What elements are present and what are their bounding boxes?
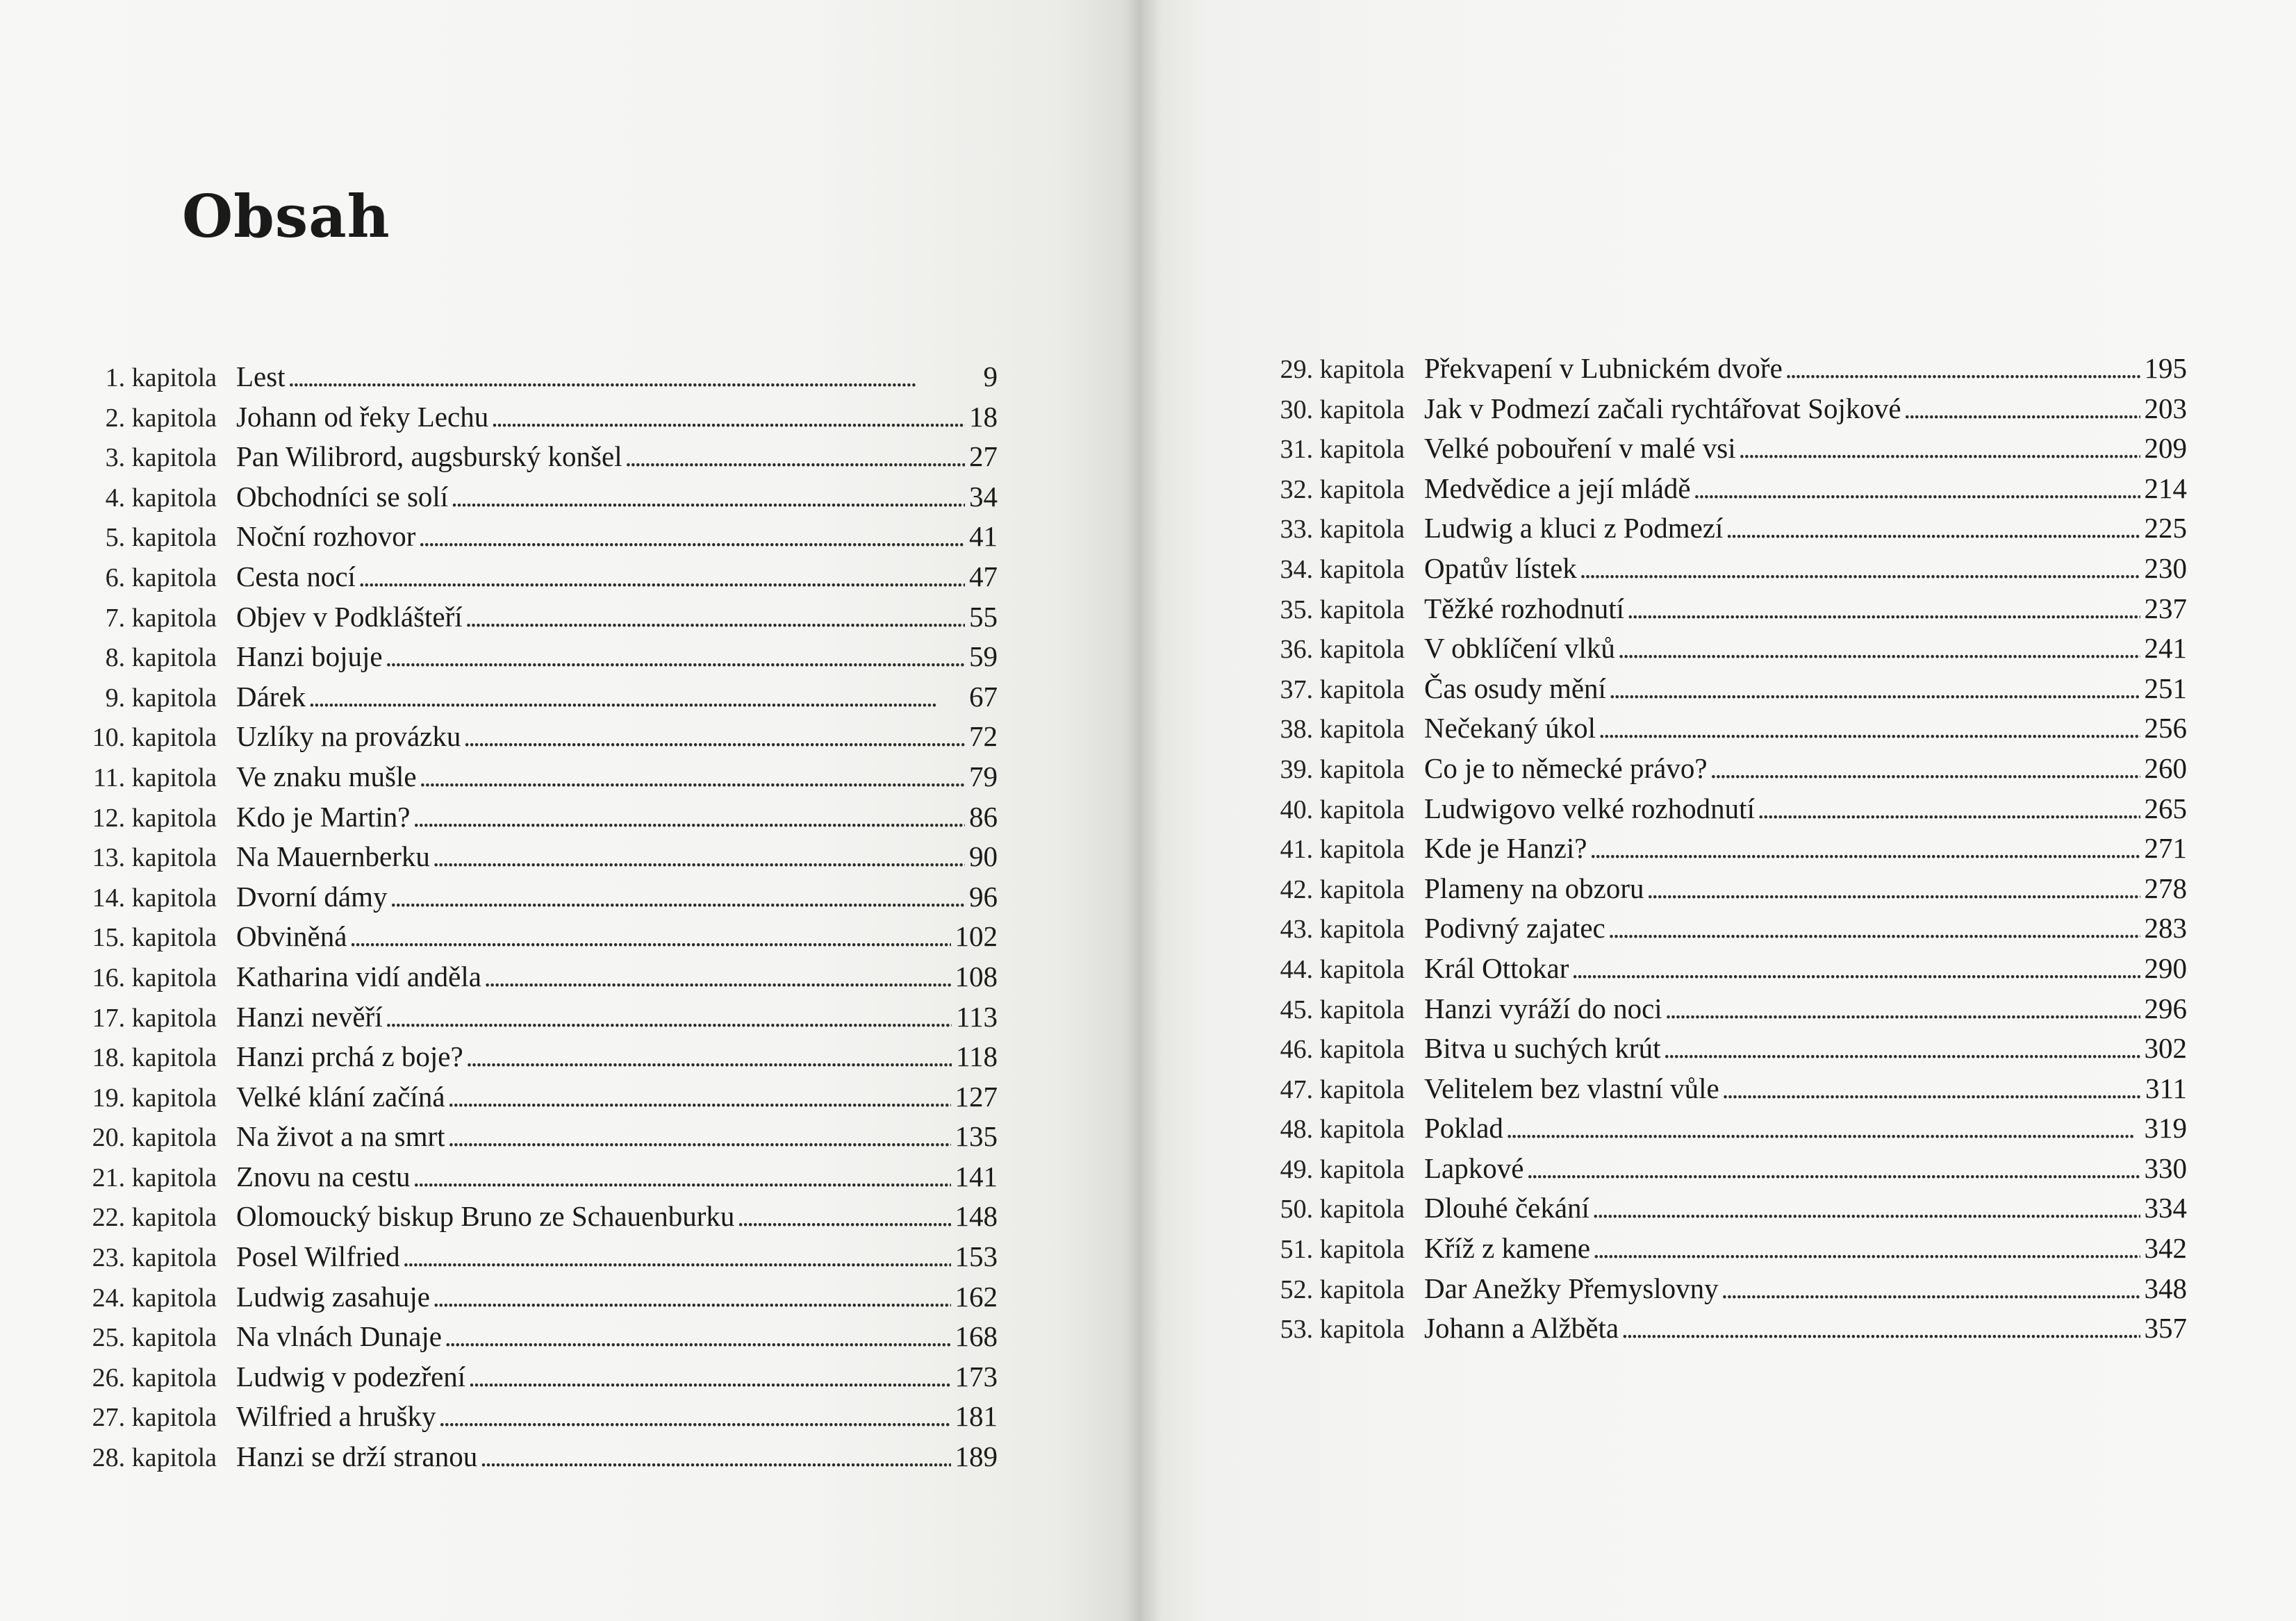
chapter-number: 43. kapitola [1280,915,1405,945]
dot-leader [308,679,965,719]
chapter-number: 38. kapitola [1280,715,1405,745]
chapter-number: 35. kapitola [1280,595,1405,624]
chapter-number: 3. kapitola [105,443,217,473]
chapter-title: Podivný zajatec [1424,912,1605,945]
toc-entry [1270,1108,2187,1149]
dot-leader [1739,430,2140,470]
chapter-number: 5. kapitola [105,523,217,553]
dot-leader [463,718,965,758]
dot-leader [433,1279,951,1319]
page-number: 34 [969,480,998,513]
chapter-title: Ludwig v podezření [236,1360,466,1393]
chapter-number: 25. kapitola [92,1323,217,1353]
chapter-title: Ludwig zasahuje [236,1280,430,1313]
toc-entry [1270,1188,2187,1229]
chapter-title: Dvorní dámy [236,880,388,913]
toc-entry [1270,749,2187,789]
page-title: Obsah [182,182,390,251]
dot-leader [1599,710,2140,750]
toc-entry [1270,429,2187,469]
toc-list-right [1270,349,2187,1349]
chapter-title: Těžké rozhodnutí [1424,592,1625,624]
toc-entry [1270,589,2187,629]
toc-entry [82,637,998,677]
dot-leader [1647,870,2140,911]
page-number: 311 [2145,1072,2187,1104]
chapter-title: Hanzi se drží stranou [236,1440,478,1473]
page-number: 283 [2144,912,2187,945]
page-number: 148 [955,1200,998,1233]
chapter-title: Jak v Podmezí začali rychtářovat Sojkové [1424,392,1901,424]
toc-entry [1270,1229,2187,1269]
dot-leader [349,918,950,958]
toc-entry [82,357,998,397]
dot-leader [1665,990,2140,1031]
toc-entry [1270,989,2187,1029]
toc-entry [82,677,998,717]
page-number: 237 [2144,592,2187,624]
chapter-title: Hanzi bojuje [236,640,383,673]
page-number: 168 [955,1320,998,1353]
toc-entry [1270,1029,2187,1069]
dot-leader [1627,590,2140,631]
chapter-title: Noční rozhovor [236,520,416,553]
chapter-title: Ludwig a kluci z Podmezí [1424,512,1724,545]
chapter-number: 21. kapitola [92,1163,217,1192]
page-number: 271 [2144,832,2187,865]
page-number: 230 [2144,551,2187,584]
chapter-title: Velké klání začíná [236,1080,445,1113]
dot-leader [418,518,965,558]
chapter-number: 34. kapitola [1280,554,1405,584]
toc-entry [82,1277,998,1317]
chapter-number: 6. kapitola [105,563,217,592]
toc-entry [1270,1069,2187,1109]
dot-leader [358,558,965,599]
chapter-title: Hanzi prchá z boje? [236,1040,463,1073]
chapter-title: Dárek [236,680,306,713]
toc-entry [82,557,998,597]
chapter-number: 39. kapitola [1280,754,1405,784]
chapter-number: 22. kapitola [92,1203,217,1233]
chapter-number: 7. kapitola [105,603,217,633]
toc-entry [1270,1149,2187,1189]
toc-entry [82,1117,998,1157]
chapter-title: Johann a Alžběta [1424,1312,1619,1345]
chapter-number: 50. kapitola [1280,1195,1405,1224]
chapter-title: Plameny na obzoru [1424,872,1644,904]
toc-entry [82,877,998,917]
dot-leader [466,1038,952,1079]
chapter-title: Na Mauernberku [236,840,430,873]
chapter-number: 8. kapitola [105,643,217,673]
chapter-title: Lapkové [1424,1152,1524,1184]
toc-entry [1270,349,2187,389]
page-number: 135 [955,1120,998,1153]
page-number: 181 [955,1400,998,1433]
chapter-number: 46. kapitola [1280,1035,1405,1065]
dot-leader [480,1438,950,1479]
toc-entry [82,477,998,517]
page-number: 153 [955,1240,998,1273]
page-number: 241 [2144,632,2187,665]
chapter-number: 47. kapitola [1280,1074,1405,1104]
chapter-number: 49. kapitola [1280,1154,1405,1184]
toc-entry [1270,829,2187,869]
toc-entry [82,397,998,438]
dot-leader [1571,950,2140,990]
chapter-number: 27. kapitola [92,1403,217,1433]
chapter-title: Poklad [1424,1112,1503,1145]
page-number: 319 [2144,1112,2187,1145]
page-number: 141 [955,1160,998,1192]
toc-entry [82,1037,998,1077]
dot-leader [1663,1030,2140,1070]
toc-entry [1270,869,2187,909]
chapter-number: 48. kapitola [1280,1115,1405,1145]
toc-entry [1270,708,2187,749]
chapter-number: 29. kapitola [1280,355,1405,384]
chapter-title: Dlouhé čekání [1424,1192,1589,1224]
dot-leader [1758,790,2140,831]
page-number: 47 [969,560,998,592]
dot-leader [625,438,965,479]
dot-leader [1609,670,2140,710]
page-number: 102 [955,920,998,953]
chapter-title: Čas osudy mění [1424,672,1606,704]
chapter-title: Ludwigovo velké rozhodnutí [1424,792,1755,824]
toc-entry [1270,1308,2187,1349]
chapter-title: Lest [236,360,286,392]
chapter-title: Dar Anežky Přemyslovny [1424,1272,1719,1304]
chapter-title: Katharina vidí anděla [236,960,481,992]
dot-leader [433,838,965,879]
dot-leader [413,1158,950,1199]
chapter-title: Bitva u suchých krút [1424,1032,1661,1065]
dot-leader [386,999,952,1039]
chapter-title: Pan Wilibrord, augsburský konšel [236,440,622,473]
chapter-title: Olomoucký biskup Bruno ze Schauenburku [236,1200,735,1233]
page-number: 108 [955,960,998,992]
page-number: 225 [2144,512,2187,545]
toc-entry [1270,549,2187,589]
toc-entry [82,997,998,1038]
page-number: 278 [2144,872,2187,904]
page-number: 265 [2144,792,2187,824]
chapter-title: Velké pobouření v malé vsi [1424,432,1736,465]
chapter-title: V obklíčení vlků [1424,632,1615,665]
dot-leader [491,399,965,439]
chapter-title: Hanzi nevěří [236,1000,383,1033]
toc-entry [82,717,998,757]
page-number: 79 [969,760,998,792]
page-number: 173 [955,1360,998,1393]
dot-leader [1726,510,2140,550]
book-gutter [1120,0,1162,1621]
toc-entry [1270,789,2187,829]
page-number: 27 [969,440,998,473]
dot-leader [451,479,965,519]
page-number: 59 [969,640,998,673]
chapter-title: Znovu na cestu [236,1160,411,1192]
dot-leader [1621,1310,2140,1350]
chapter-number: 53. kapitola [1280,1315,1405,1345]
right-page [1139,0,2296,1621]
toc-entry [1270,469,2187,509]
chapter-title: Medvědice a její mládě [1424,472,1691,504]
toc-entry [1270,669,2187,709]
page-number: 55 [969,600,998,633]
dot-leader [1694,470,2140,510]
page-number: 214 [2144,472,2187,504]
chapter-number: 9. kapitola [105,683,217,713]
chapter-number: 28. kapitola [92,1443,217,1473]
dot-leader [386,638,965,679]
chapter-number: 13. kapitola [92,843,217,873]
chapter-number: 40. kapitola [1280,795,1405,824]
toc-entry [82,917,998,957]
chapter-number: 16. kapitola [92,963,217,992]
page-number: 195 [2144,352,2187,384]
dot-leader [448,1118,951,1158]
page-number: 209 [2144,432,2187,465]
toc-entry [1270,949,2187,989]
page-number: 189 [955,1440,998,1473]
toc-entry [1270,389,2187,429]
page-number: 86 [969,800,998,833]
dot-leader [1590,830,2140,870]
page-number: 357 [2144,1312,2187,1345]
page-number: 348 [2144,1272,2187,1304]
chapter-number: 15. kapitola [92,923,217,953]
page-number: 72 [969,720,998,753]
dot-leader [468,1358,950,1399]
toc-entry [82,1437,998,1477]
chapter-title: Obchodníci se solí [236,480,449,513]
page-number: 334 [2144,1192,2187,1224]
page-number: 9 [983,360,998,392]
page-number: 162 [955,1280,998,1313]
dot-leader [1593,1230,2140,1270]
dot-leader [1904,390,2140,431]
chapter-number: 45. kapitola [1280,995,1405,1024]
page-number: 113 [956,1000,998,1033]
chapter-number: 36. kapitola [1280,635,1405,665]
chapter-number: 12. kapitola [92,803,217,833]
chapter-title: Ve znaku mušle [236,760,417,792]
dot-leader [420,758,965,799]
page-number: 260 [2144,751,2187,784]
page-number: 67 [969,680,998,713]
chapter-title: Johann od řeky Lechu [236,400,489,433]
toc-entry [82,517,998,557]
toc-entry [82,597,998,638]
chapter-title: Uzlíky na provázku [236,720,461,753]
dot-leader [1608,910,2140,950]
chapter-title: Cesta nocí [236,560,356,592]
dot-leader [448,1079,951,1119]
toc-entry [82,437,998,477]
chapter-number: 51. kapitola [1280,1235,1405,1265]
toc-entry [82,1397,998,1437]
dot-leader [288,358,966,399]
dot-leader [465,599,965,639]
chapter-number: 32. kapitola [1280,474,1405,504]
page-number: 41 [969,520,998,553]
chapter-number: 17. kapitola [92,1003,217,1033]
toc-entry [1270,908,2187,949]
toc-entry [1270,1269,2187,1309]
page-number: 96 [969,880,998,913]
chapter-number: 19. kapitola [92,1083,217,1113]
toc-entry [82,1077,998,1117]
toc-entry [82,757,998,797]
chapter-title: Posel Wilfried [236,1240,400,1273]
chapter-number: 24. kapitola [92,1283,217,1313]
chapter-number: 37. kapitola [1280,674,1405,704]
toc-entry [82,1197,998,1237]
chapter-number: 52. kapitola [1280,1274,1405,1304]
page-number: 118 [956,1040,998,1073]
dot-leader [1785,350,2140,390]
chapter-number: 31. kapitola [1280,435,1405,465]
dot-leader [1506,1110,2140,1150]
page-number: 251 [2144,672,2187,704]
chapter-number: 33. kapitola [1280,515,1405,545]
chapter-title: Objev v Podklášteří [236,600,463,633]
chapter-number: 11. kapitola [93,763,217,792]
chapter-number: 18. kapitola [92,1043,217,1073]
page-number: 296 [2144,992,2187,1024]
dot-leader [390,879,966,919]
chapter-number: 20. kapitola [92,1123,217,1153]
page-number: 203 [2144,392,2187,424]
chapter-number: 44. kapitola [1280,954,1405,984]
chapter-number: 2. kapitola [105,403,217,433]
chapter-number: 4. kapitola [105,483,217,513]
dot-leader [737,1198,950,1238]
chapter-title: Na vlnách Dunaje [236,1320,442,1353]
dot-leader [445,1318,951,1358]
chapter-title: Obviněná [236,920,347,953]
dot-leader [1592,1190,2140,1230]
dot-leader [413,799,965,839]
dot-leader [1580,550,2140,590]
chapter-number: 26. kapitola [92,1363,217,1393]
dot-leader [1721,1270,2140,1311]
toc-entry [82,957,998,997]
chapter-title: Na život a na smrt [236,1120,445,1153]
dot-leader [439,1398,951,1438]
left-page [0,0,1139,1621]
page-number: 256 [2144,712,2187,745]
chapter-title: Kdo je Martin? [236,800,411,833]
dot-leader [1526,1150,2140,1190]
chapter-title: Co je to německé právo? [1424,751,1708,784]
chapter-title: Kde je Hanzi? [1424,832,1587,865]
dot-leader [1710,750,2140,790]
toc-entry [82,837,998,877]
page-number: 342 [2144,1232,2187,1265]
chapter-title: Překvapení v Lubnickém dvoře [1424,352,1783,384]
toc-entry [82,1237,998,1277]
chapter-title: Král Ottokar [1424,951,1569,984]
chapter-title: Velitelem bez vlastní vůle [1424,1072,1719,1104]
page-number: 330 [2144,1152,2187,1184]
page-number: 127 [955,1080,998,1113]
chapter-number: 30. kapitola [1280,394,1405,424]
chapter-number: 41. kapitola [1280,835,1405,865]
dot-leader [1618,630,2140,670]
toc-list-left [82,357,998,1477]
dot-leader [1722,1070,2141,1111]
chapter-title: Hanzi vyráží do noci [1424,992,1662,1024]
chapter-number: 10. kapitola [92,723,217,753]
chapter-title: Kříž z kamene [1424,1232,1591,1265]
page-number: 90 [969,840,998,873]
toc-entry [1270,629,2187,669]
page-number: 290 [2144,951,2187,984]
page-number: 302 [2144,1032,2187,1065]
toc-entry [82,1357,998,1397]
chapter-number: 42. kapitola [1280,874,1405,904]
chapter-title: Nečekaný úkol [1424,712,1596,745]
chapter-number: 23. kapitola [92,1243,217,1273]
toc-entry [82,1157,998,1197]
dot-leader [403,1238,951,1279]
toc-entry [82,1317,998,1357]
chapter-title: Wilfried a hrušky [236,1400,436,1433]
dot-leader [484,958,951,999]
chapter-title: Opatův lístek [1424,551,1577,584]
toc-entry [1270,508,2187,549]
toc-entry [82,797,998,838]
chapter-number: 14. kapitola [92,883,217,913]
chapter-number: 1. kapitola [105,363,217,392]
page-number: 18 [969,400,998,433]
